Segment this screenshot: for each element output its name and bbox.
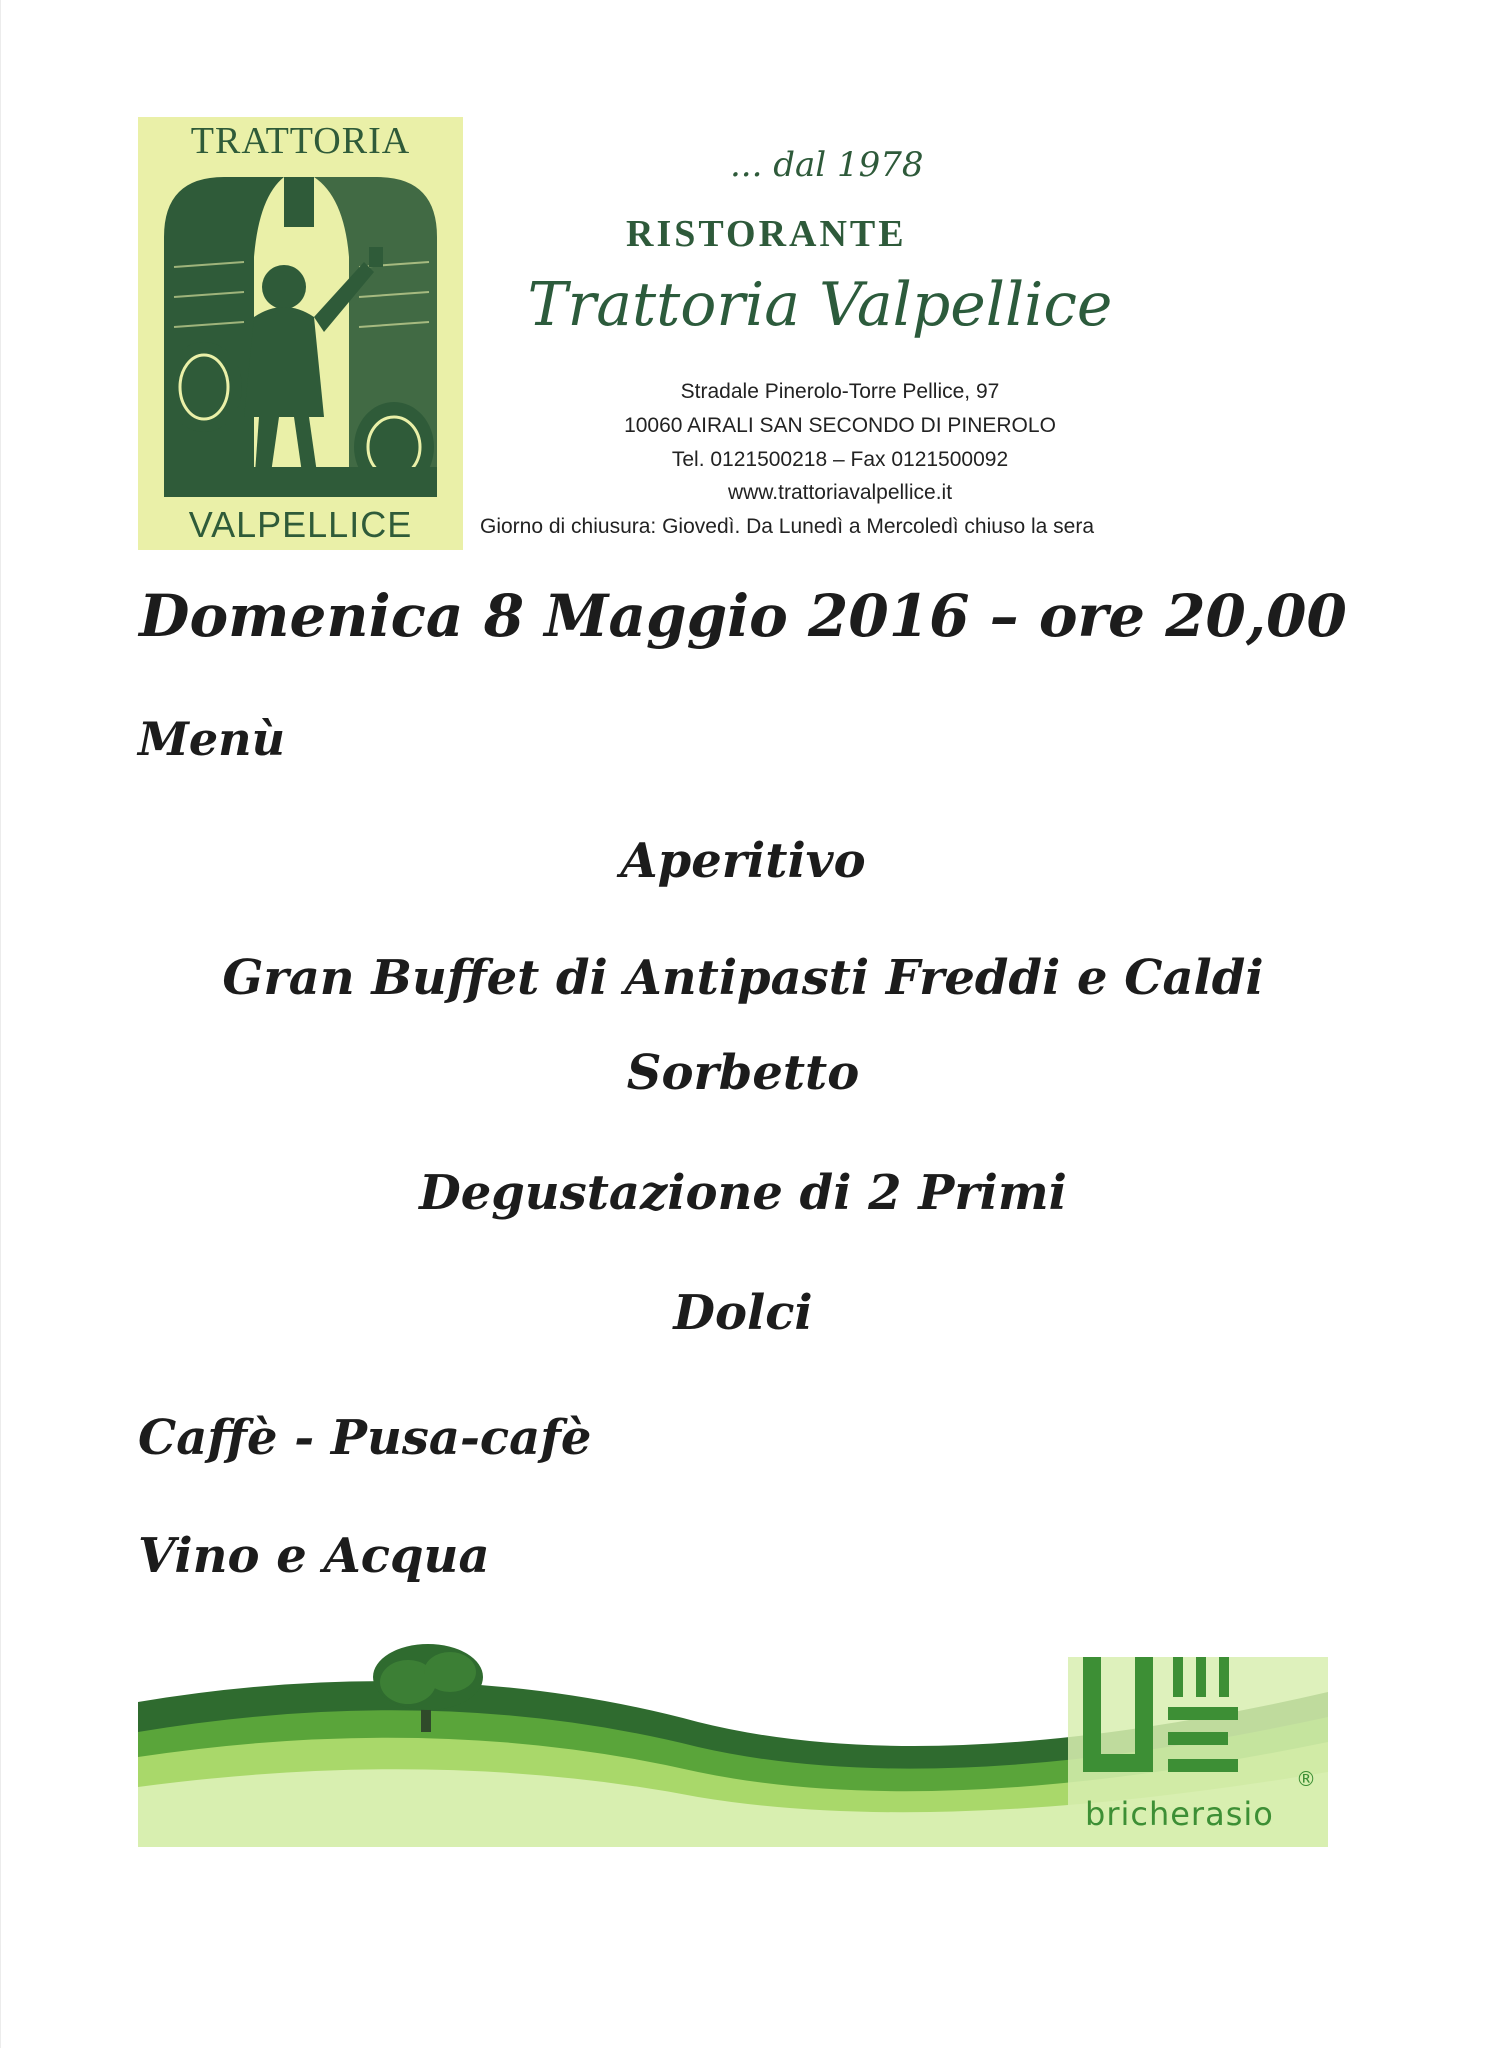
phone-fax: Tel. 0121500218 – Fax 0121500092 xyxy=(671,448,1009,471)
restaurant-name: Trattoria Valpellice xyxy=(527,270,1113,340)
tavern-woodcut-icon xyxy=(164,167,437,497)
closing-days: Giorno di chiusura: Giovedì. Da Lunedì a Mercoledì chiuso la sera xyxy=(480,515,1094,538)
event-date-time: Domenica 8 Maggio 2016 – ore 20,00 xyxy=(139,582,1347,650)
address-line-2: 10060 AIRALI SAN SECONDO DI PINEROLO xyxy=(624,414,1056,437)
website: www.trattoriavalpellice.it xyxy=(727,481,953,504)
menu-item-caffe: Caffè - Pusa-cafè xyxy=(138,1410,592,1466)
menu-item-bevande: Vino e Acqua xyxy=(138,1528,490,1584)
menu-title: Menù xyxy=(138,712,286,766)
since-year: ... dal 1978 xyxy=(730,145,924,185)
logo-bottom-text: VALPELLICE xyxy=(188,504,413,545)
trattoria-logo xyxy=(138,117,463,550)
address-line-1: Stradale Pinerolo-Torre Pellice, 97 xyxy=(680,380,1000,403)
menu-item-dolci: Dolci xyxy=(673,1285,813,1341)
logo-top-text: TRATTORIA xyxy=(190,120,411,162)
menu-item-degustazione: Degustazione di 2 Primi xyxy=(419,1165,1067,1221)
menu-item-sorbetto: Sorbetto xyxy=(626,1045,860,1101)
restaurant-kind: RISTORANTE xyxy=(626,213,907,255)
menu-item-buffet: Gran Buffet di Antipasti Freddi e Caldi xyxy=(222,950,1264,1006)
menu-item-aperitivo: Aperitivo xyxy=(620,833,866,889)
brand-name: bricherasio xyxy=(1085,1795,1274,1833)
registered-mark: ® xyxy=(1296,1767,1316,1791)
